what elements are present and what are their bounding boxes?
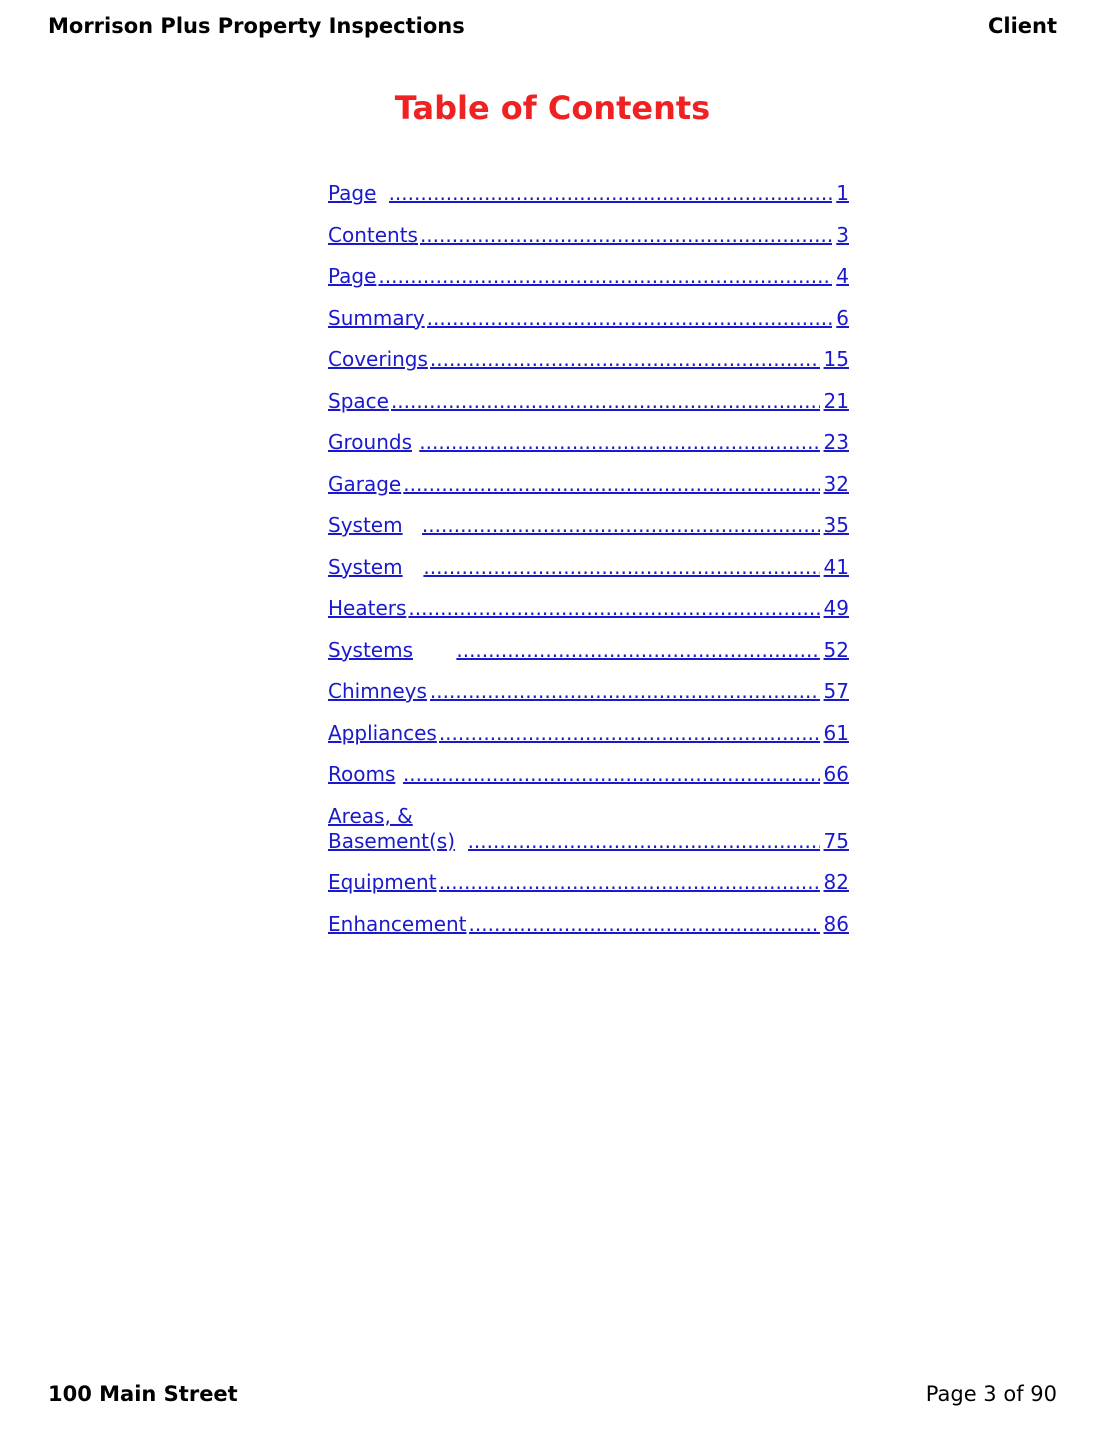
toc-leader [423,555,819,580]
toc-page-number: 23 [823,430,849,454]
toc-list [328,181,849,953]
toc-label: Summary [328,305,425,330]
toc-page-number: 49 [823,596,849,620]
toc-label: System [328,513,403,537]
toc-label: Space [328,388,389,413]
toc-link-electrical-system[interactable] [328,513,849,538]
toc-link-exteriors-and-grounds[interactable] [328,430,849,455]
toc-link-intro-page[interactable] [328,264,849,289]
toc-label: Heaters [328,596,407,620]
toc-link-garage[interactable] [328,472,849,497]
client-label: Client [987,14,1057,38]
toc-leader [439,870,820,895]
toc-link-pool-spa[interactable] [328,870,849,895]
toc-link-fireplaces-and-chimneys[interactable] [328,679,849,704]
toc-label: Areas, & Basement(s) [328,803,456,853]
toc-leader [469,912,820,937]
toc-page-number: 61 [823,720,849,745]
toc-page-number: 66 [823,762,849,786]
toc-label: Rooms [328,762,396,786]
page-title: Table of Contents [394,89,711,127]
toc-leader [408,596,819,621]
toc-label: Contents [328,222,418,247]
toc-leader [456,638,819,663]
toc-leader [468,829,820,854]
toc-leader [430,347,820,372]
toc-link-foundations[interactable] [328,804,849,854]
toc-link-roof-coverings[interactable] [328,347,849,372]
toc-link-heating-and-air-conditioning[interactable] [328,638,849,663]
toc-page-number: 1 [836,181,849,205]
toc-page-number: 52 [823,637,849,662]
toc-link-plumbing-system[interactable] [328,555,849,580]
toc-label: Garage [328,471,402,496]
toc-leader [389,181,833,206]
toc-page-number: 21 [823,388,849,413]
toc-leader [420,223,832,248]
toc-page-number: 86 [823,911,849,936]
toc-link-general-summary[interactable] [328,306,849,331]
toc-link-kitchen-appliances[interactable] [328,721,849,746]
toc-link-thermal-enhancement[interactable] [328,912,849,937]
toc-leader [378,264,832,289]
company-name: Morrison Plus Property Inspections [48,14,465,38]
toc-link-table-of-contents[interactable] [328,223,849,248]
toc-page-number: 75 [823,828,849,853]
toc-leader [391,389,820,414]
page-indicator: Page 3 of 90 [925,1382,1057,1406]
toc-label: Appliances [328,720,437,745]
toc-page-number: 4 [836,264,849,288]
property-address: 100 Main Street [48,1382,238,1406]
toc-leader [439,721,820,746]
toc-label: Enhancement [328,911,467,936]
toc-link-interior-rooms[interactable] [328,762,849,787]
toc-leader [403,472,819,497]
toc-label: Systems [328,637,413,662]
toc-leader [403,762,820,787]
toc-label: Chimneys [328,679,427,703]
toc-page-number: 41 [823,554,849,579]
toc-label: System [328,554,403,579]
toc-page-number: 6 [836,305,849,330]
toc-label: Page [328,181,377,205]
toc-page-number: 32 [823,471,849,496]
toc-page-number: 3 [836,222,849,247]
toc-link-attic-space[interactable] [328,389,849,414]
toc-label: Page [328,264,377,288]
toc-leader [427,306,833,331]
toc-leader [430,679,820,704]
toc-label: Equipment [328,870,437,894]
toc-page-number: 35 [823,513,849,537]
toc-label: Coverings [328,347,428,371]
toc-label: Grounds [328,430,412,454]
toc-link-water-heaters[interactable] [328,596,849,621]
toc-leader [422,513,820,538]
toc-page-number: 82 [823,870,849,894]
toc-leader [419,430,819,455]
toc-page-number: 57 [823,679,849,703]
toc-link-cover-page[interactable] [328,181,849,206]
toc-page-number: 15 [823,347,849,371]
